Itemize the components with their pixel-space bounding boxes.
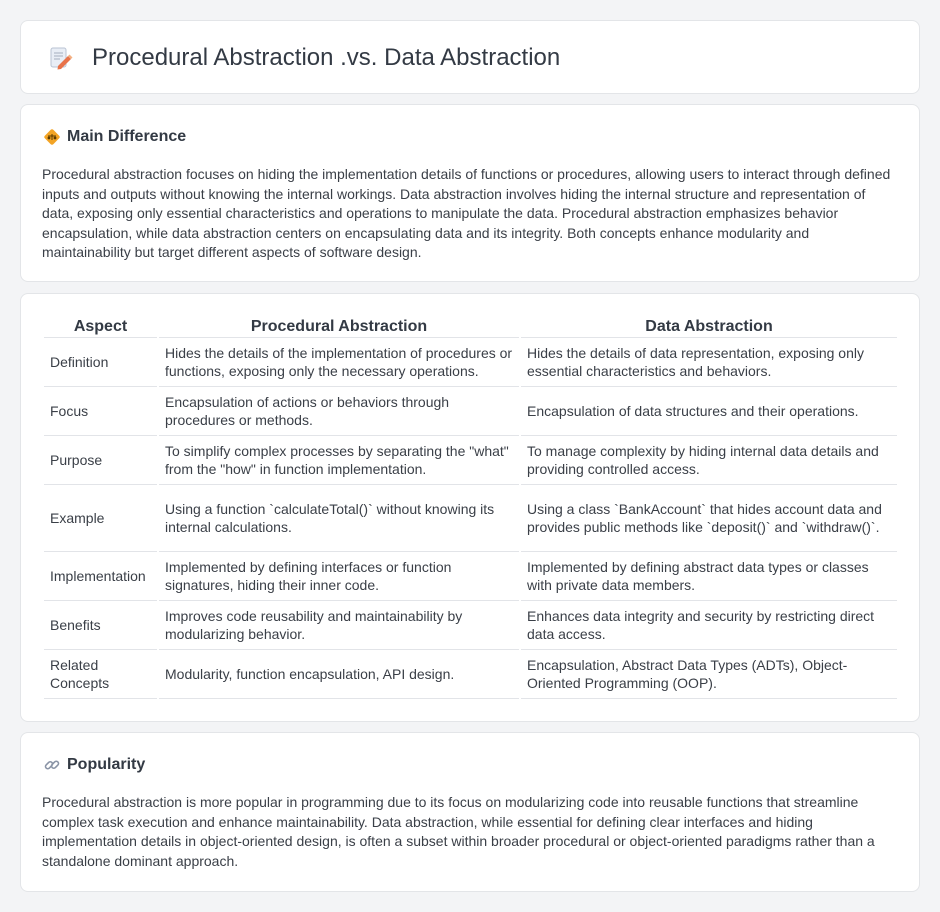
balance-icon (43, 128, 61, 146)
procedural-cell: Implemented by defining interfaces or function signatures, hiding their inner code. (159, 552, 519, 601)
column-header-aspect: Aspect (44, 316, 157, 338)
column-header-data: Data Abstraction (521, 316, 897, 338)
title-card (20, 20, 920, 94)
data-cell: Enhances data integrity and security by restricting direct data access. (521, 601, 897, 650)
data-cell: Implemented by defining abstract data types or classes with private data members. (521, 552, 897, 601)
table-row (44, 601, 897, 650)
link-icon (43, 756, 61, 774)
column-header-procedural: Procedural Abstraction (159, 316, 519, 338)
comparison-table (42, 316, 899, 699)
table-row (44, 436, 897, 485)
main-difference-heading-row (43, 127, 186, 147)
aspect-cell: Implementation (44, 552, 157, 601)
table-row (44, 485, 897, 552)
table-row (44, 552, 897, 601)
aspect-cell: Related Concepts (44, 650, 157, 699)
procedural-cell: Hides the details of the implementation of procedures or functions, exposing only the necessary operations. (159, 338, 519, 387)
table-row (44, 650, 897, 699)
main-difference-heading: Main Difference (67, 128, 187, 145)
main-difference-text: Procedural abstraction focuses on hiding the implementation details of functions or procedures, allowing users to interact through defined inputs and outputs without knowing the internal workings. Data abstraction involves hiding the internal structure and representation of data, exposing only essential characteristics and operations to manipulate the data. Procedural abstraction emphasizes behavior encapsulation, while data abstraction centers on encapsulating data and its integrity. Both concepts enhance modularity and maintainability but target different aspects of software design. (42, 166, 891, 261)
page-title: Procedural Abstraction .vs. Data Abstraction (92, 44, 561, 71)
popularity-heading-row (43, 755, 145, 775)
table-header-row (44, 316, 897, 338)
aspect-cell: Definition (44, 338, 157, 387)
procedural-cell: Using a function `calculateTotal()` without knowing its internal calculations. (159, 485, 519, 552)
popularity-card (20, 732, 920, 892)
procedural-cell: Encapsulation of actions or behaviors through procedures or methods. (159, 387, 519, 436)
data-cell: Encapsulation, Abstract Data Types (ADTs), Object-Oriented Programming (OOP). (521, 650, 897, 699)
main-difference-card (20, 104, 920, 282)
popularity-text: Procedural abstraction is more popular in programming due to its focus on modularizing code into reusable functions that streamline complex task execution and enhance maintainability. Data abstraction, while essential for defining clear interfaces and hiding implementation details in object-oriented design, is often a subset within broader procedural or object-oriented paradigms rather than a standalone dominant approach. (42, 794, 875, 869)
data-cell: Encapsulation of data structures and their operations. (521, 387, 897, 436)
aspect-cell: Example (44, 485, 157, 552)
document-pencil-icon (47, 45, 73, 71)
data-cell: Using a class `BankAccount` that hides account data and provides public methods like `deposit()` and `withdraw()`. (521, 485, 897, 552)
aspect-cell: Purpose (44, 436, 157, 485)
popularity-heading: Popularity (67, 756, 146, 773)
table-row (44, 387, 897, 436)
data-cell: To manage complexity by hiding internal data details and providing controlled access. (521, 436, 897, 485)
table-row (44, 338, 897, 387)
procedural-cell: To simplify complex processes by separating the "what" from the "how" in function implementation. (159, 436, 519, 485)
comparison-table-card (20, 293, 920, 722)
aspect-cell: Benefits (44, 601, 157, 650)
procedural-cell: Improves code reusability and maintainability by modularizing behavior. (159, 601, 519, 650)
aspect-cell: Focus (44, 387, 157, 436)
procedural-cell: Modularity, function encapsulation, API design. (159, 650, 519, 699)
data-cell: Hides the details of data representation, exposing only essential characteristics and behaviors. (521, 338, 897, 387)
